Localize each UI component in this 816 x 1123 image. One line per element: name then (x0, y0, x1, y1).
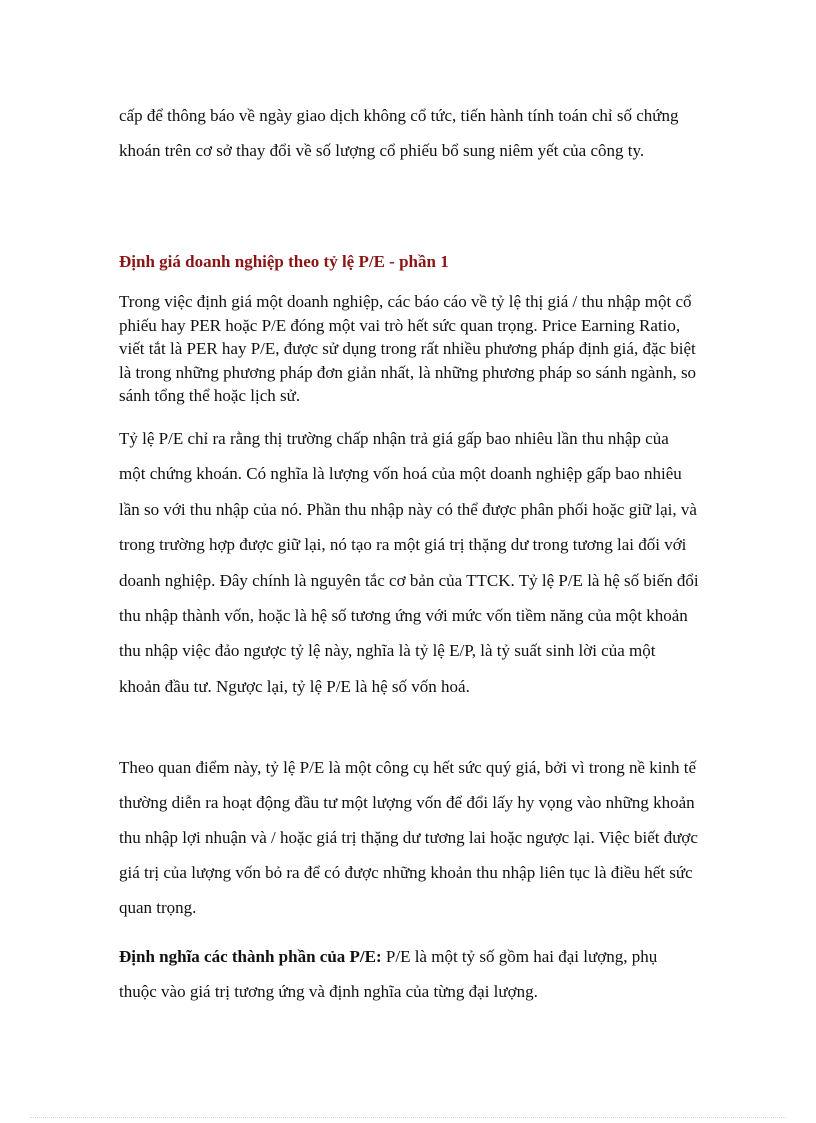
definition-term: Định nghĩa các thành phần của P/E: (119, 947, 382, 966)
paragraph-pe-meaning: Tỷ lệ P/E chỉ ra rằng thị trường chấp nhận trả giá gấp bao nhiêu lần thu nhập của một chứng khoán. Có nghĩa là lượng vốn hoá của một doanh nghiệp gấp bao nhiêu lần so với thu nhập của nó. Phần thu nhập này có thể được phân phối hoặc giữ lại, và trong trường hợp được giữ lại, nó tạo ra một giá trị thặng dư trong tương lai đối với doanh nghiệp. Đây chính là nguyên tắc cơ bản của TTCK. Tỷ lệ P/E là hệ số biến đổi thu nhập thành vốn, hoặc là hệ số tương ứng với mức vốn tiềm năng của một khoản thu nhập việc đảo ngược tỷ lệ này, nghĩa là tỷ lệ E/P, là tỷ suất sinh lời của một khoản đầu tư. Ngược lại, tỷ lệ P/E là hệ số vốn hoá. (119, 429, 699, 696)
page-bottom-divider (30, 1117, 786, 1118)
definition-body: P/E là một tỷ số gồm hai đại lượng, phụ thuộc vào giá trị tương ứng và định nghĩa của từng đại lượng. (119, 947, 658, 1001)
section-heading: Định giá doanh nghiệp theo tỷ lệ P/E - phần 1 (119, 252, 449, 271)
intro-paragraph: cấp để thông báo về ngày giao dịch không cổ tức, tiến hành tính toán chỉ số chứng khoán trên cơ sở thay đổi về số lượng cổ phiếu bổ sung niêm yết của công ty. (119, 106, 679, 160)
paragraph-pe-value: Theo quan điểm này, tỷ lệ P/E là một công cụ hết sức quý giá, bởi vì trong nề kinh tế thường diễn ra hoạt động đầu tư một lượng vốn để đổi lấy hy vọng vào những khoản thu nhập lợi nhuận và / hoặc giá trị thặng dư tương lai hoặc ngược lại. Việc biết được giá trị của lượng vốn bỏ ra để có được những khoản thu nhập liên tục là điều hết sức quan trọng. (119, 758, 698, 917)
paragraph-pe-role: Trong việc định giá một doanh nghiệp, các báo cáo về tỷ lệ thị giá / thu nhập một cổ phiếu hay PER hoặc P/E đóng một vai trò hết sức quan trọng. Price Earning Ratio, viết tắt là PER hay P/E, được sử dụng trong rất nhiều phương pháp định giá, đặc biệt là trong những phương pháp đơn giản nhất, là những phương pháp so sánh ngành, so sánh tổng thể hoặc lịch sử. (119, 292, 697, 405)
paragraph-pe-definition (119, 939, 699, 1009)
